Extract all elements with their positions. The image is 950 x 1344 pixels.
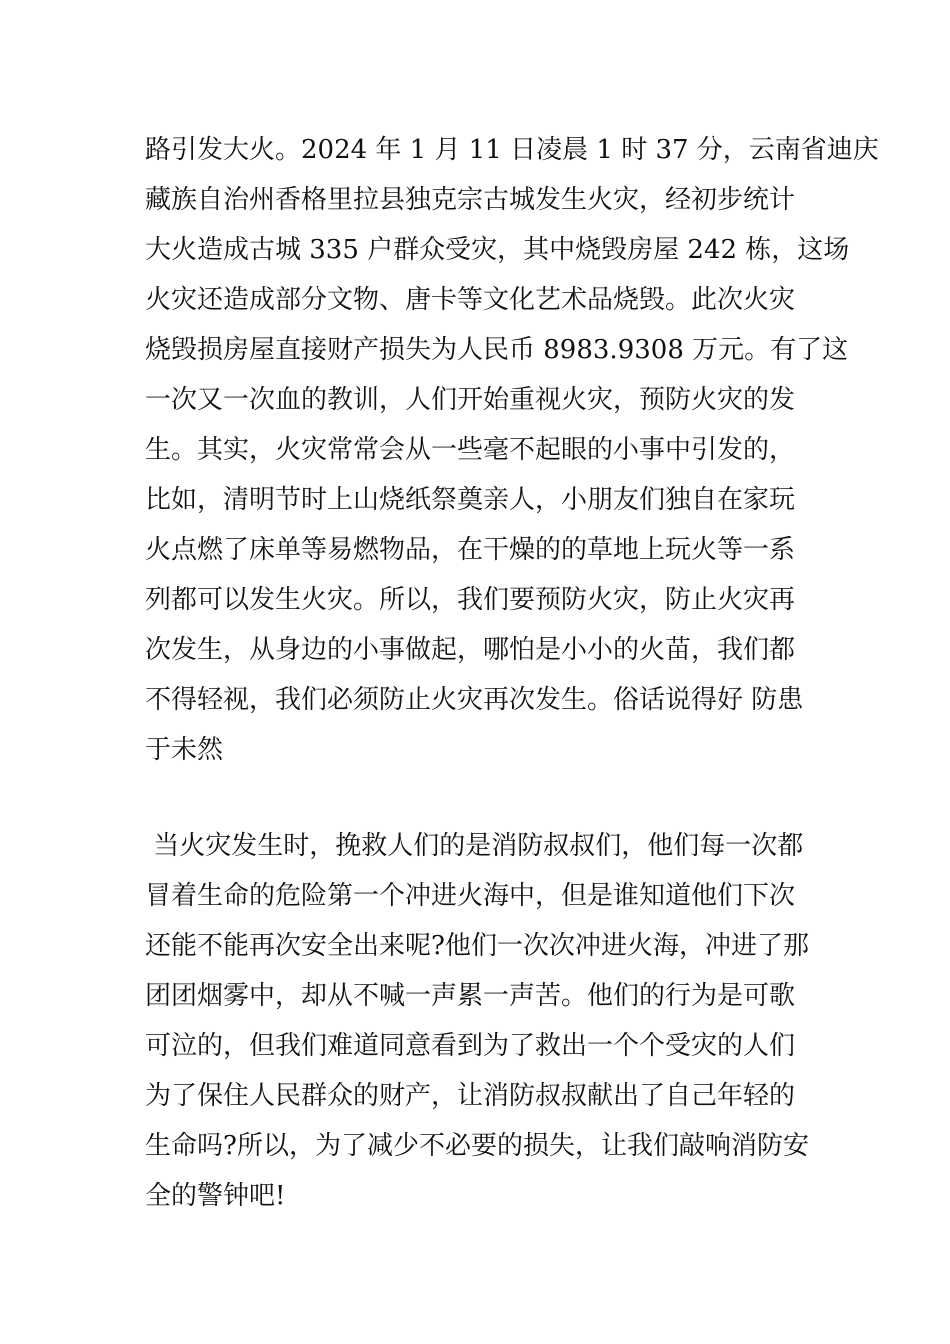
text-line: 冒着生命的危险第一个冲进火海中，但是谁知道他们下次: [145, 881, 796, 911]
text-line: 大火造成古城 335 户群众受灾，其中烧毁房屋 242 栋，这场: [145, 235, 850, 265]
text-line: 为了保住人民群众的财产，让消防叔叔献出了自己年轻的: [145, 1081, 796, 1111]
text-line: 火灾还造成部分文物、唐卡等文化艺术品烧毁。此次火灾: [145, 285, 796, 315]
text-line: 烧毁损房屋直接财产损失为人民币 8983.9308 万元。有了这: [145, 335, 849, 365]
text-line: 次发生，从身边的小事做起，哪怕是小小的火苗，我们都: [145, 635, 796, 665]
text-line: 全的警钟吧!: [145, 1181, 286, 1211]
text-line: 不得轻视，我们必须防止火灾再次发生。俗话说得好 防患: [145, 685, 804, 715]
text-line: 火点燃了床单等易燃物品，在干燥的的草地上玩火等一系: [145, 535, 796, 565]
text-line: 还能不能再次安全出来呢?他们一次次冲进火海，冲进了那: [145, 931, 809, 961]
text-line: 可泣的，但我们难道同意看到为了救出一个个受灾的人们: [145, 1031, 796, 1061]
paragraph-firefighters: [145, 821, 810, 1221]
text-line: 比如，清明节时上山烧纸祭奠亲人，小朋友们独自在家玩: [145, 485, 796, 515]
paragraph-fire-history: [145, 125, 879, 775]
text-line: 当火灾发生时，挽救人们的是消防叔叔们，他们每一次都: [145, 831, 804, 861]
text-line: 路引发大火。2024 年 1 月 11 日凌晨 1 时 37 分，云南省迪庆: [145, 135, 879, 165]
text-line: 生命吗?所以，为了减少不必要的损失，让我们敲响消防安: [145, 1131, 809, 1161]
text-line: 于未然: [145, 735, 224, 765]
text-line: 生。其实，火灾常常会从一些毫不起眼的小事中引发的，: [145, 435, 796, 465]
text-line: 藏族自治州香格里拉县独克宗古城发生火灾，经初步统计: [145, 185, 796, 215]
text-line: 列都可以发生火灾。所以，我们要预防火灾，防止火灾再: [145, 585, 796, 615]
text-line: 一次又一次血的教训，人们开始重视火灾，预防火灾的发: [145, 385, 796, 415]
text-line: 团团烟雾中，却从不喊一声累一声苦。他们的行为是可歌: [145, 981, 796, 1011]
